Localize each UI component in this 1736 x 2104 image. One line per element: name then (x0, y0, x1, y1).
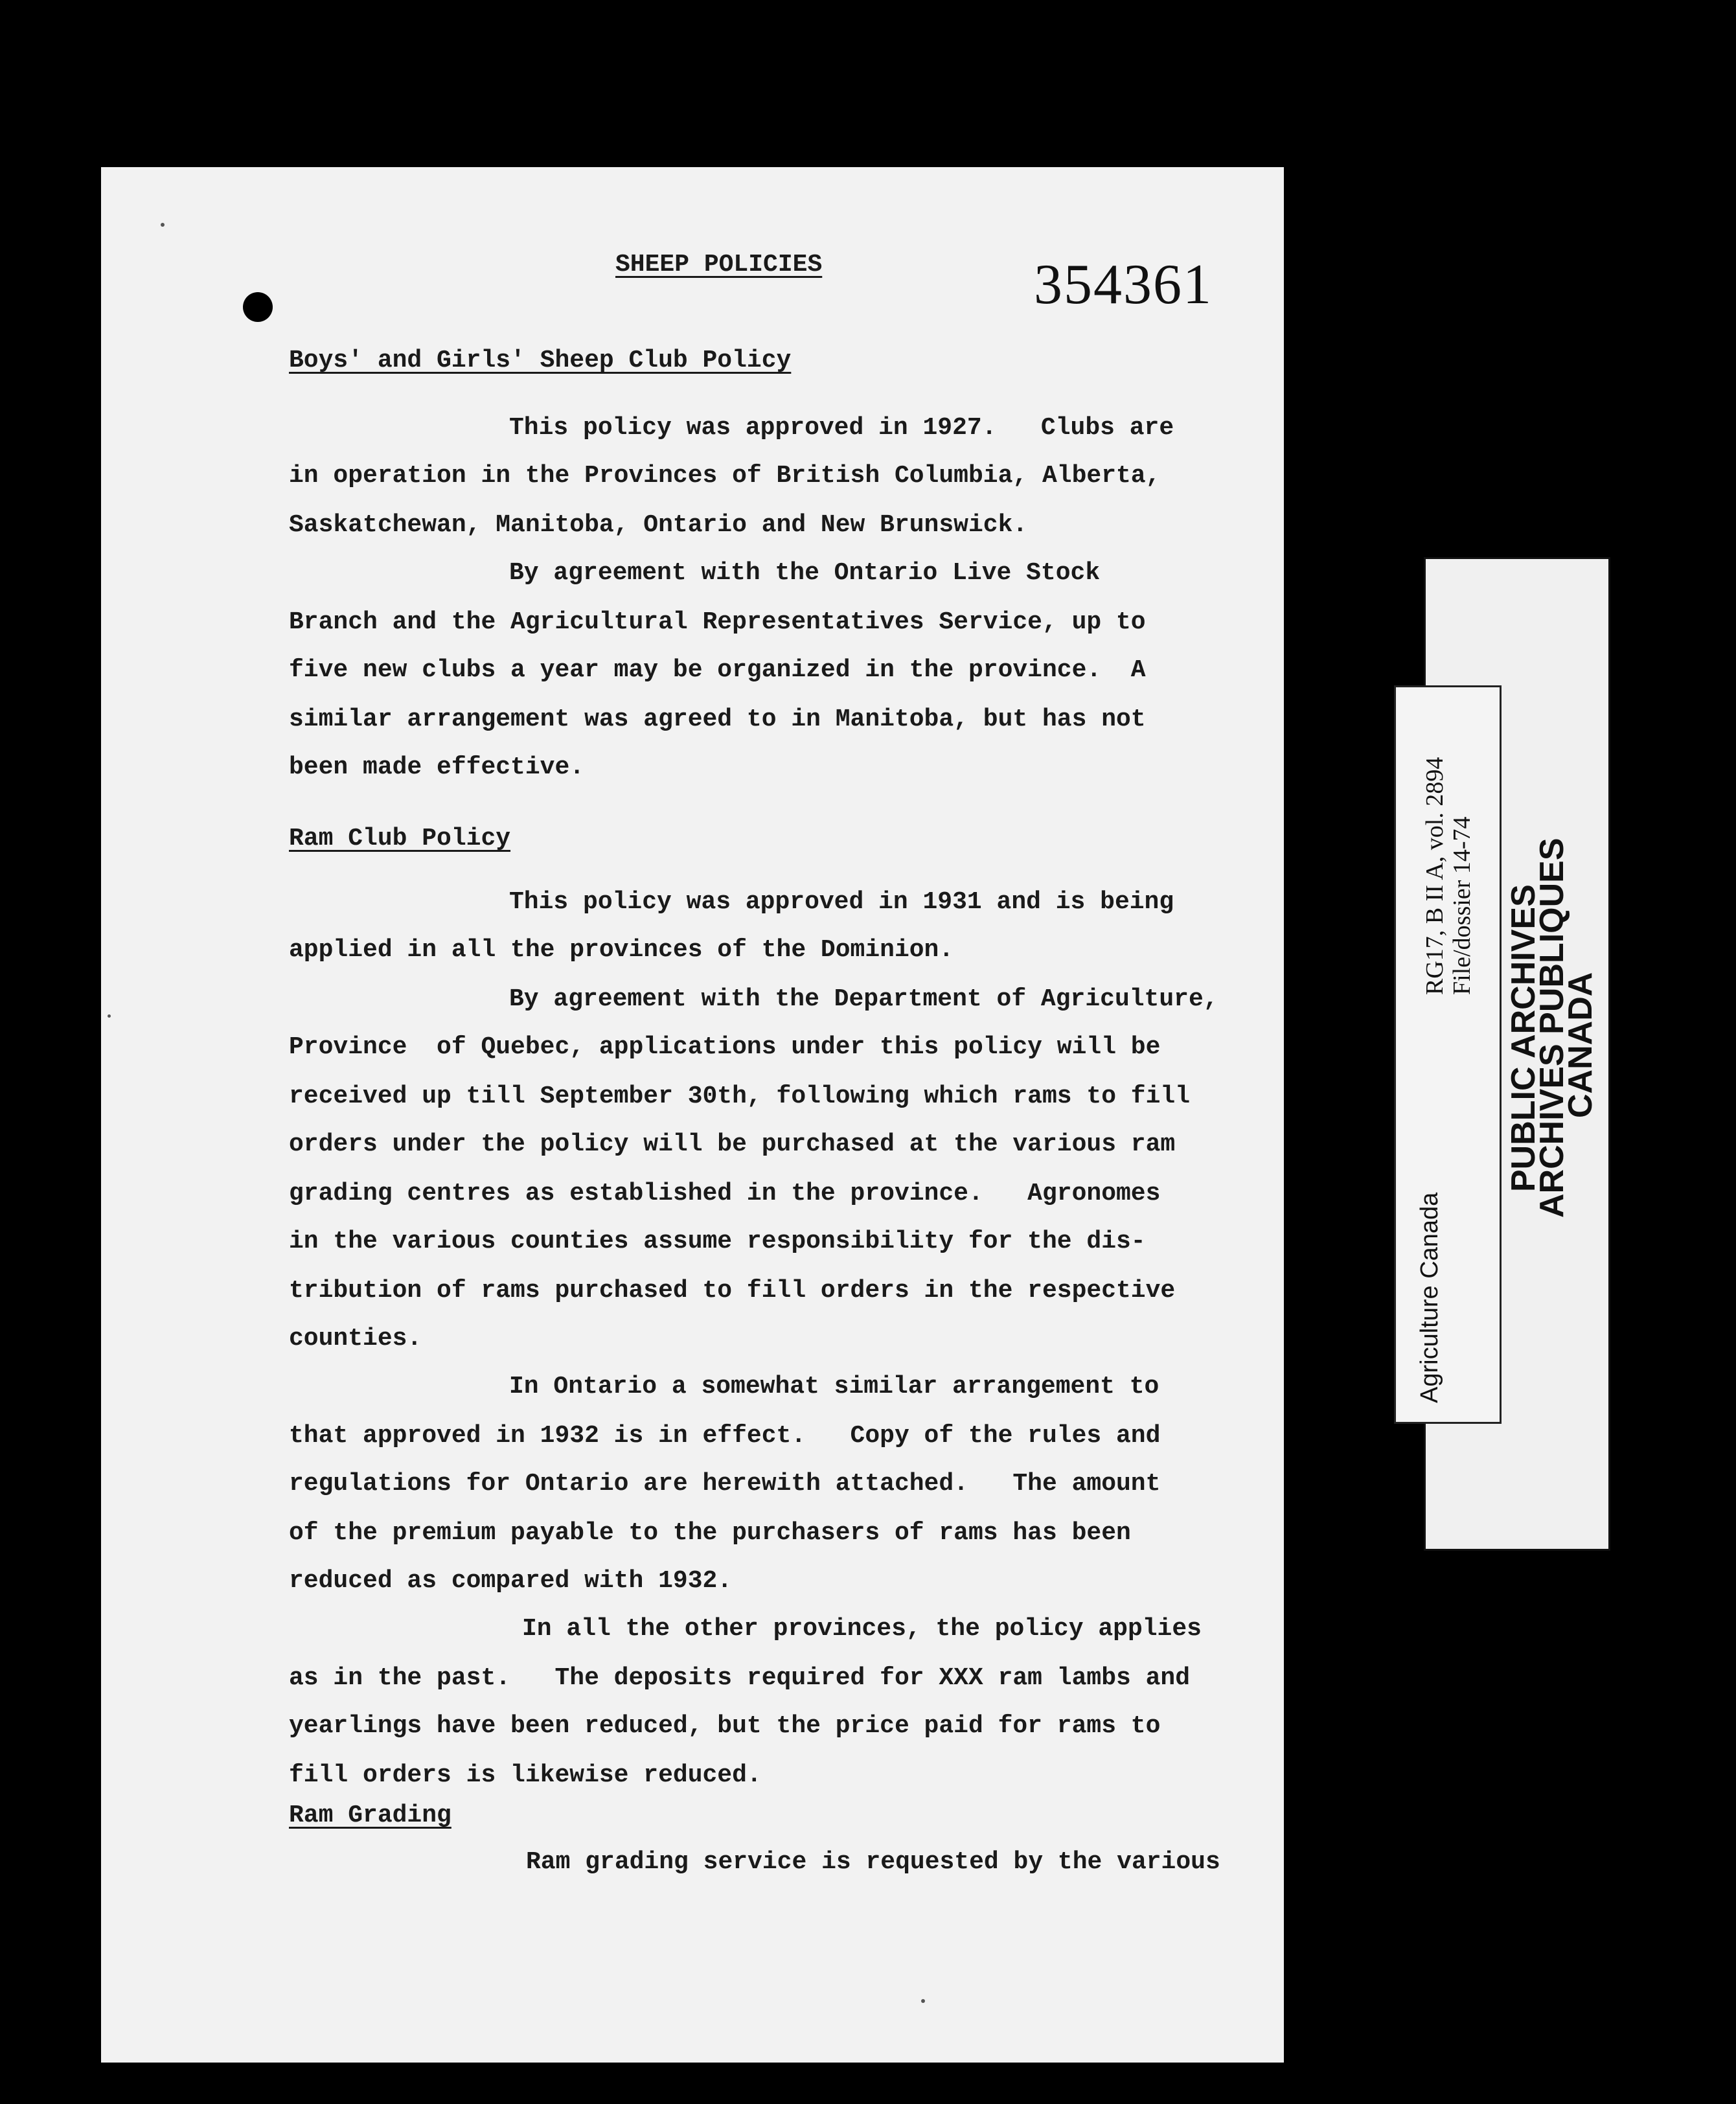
speck-mark (921, 1999, 925, 2003)
text-line: tribution of rams purchased to fill orders in the respective (289, 1277, 1176, 1305)
document-title: SHEEP POLICIES (615, 251, 823, 279)
text-line: counties. (289, 1325, 422, 1353)
department-label: Agriculture Canada (1416, 1192, 1443, 1403)
text-line: orders under the policy will be purchased at the various ram (289, 1130, 1176, 1158)
text-line: grading centres as established in the province. Agronomes (289, 1180, 1161, 1207)
section-heading: Ram Club Policy (289, 825, 511, 852)
section-heading: Ram Grading (289, 1801, 451, 1829)
text-line: In Ontario a somewhat similar arrangement to (509, 1373, 1159, 1401)
text-line: similar arrangement was agreed to in Manitoba, but has not (289, 705, 1146, 733)
speck-mark (161, 223, 165, 227)
text-line: This policy was approved in 1927. Clubs are (509, 414, 1174, 442)
text-line: Province of Quebec, applications under this policy will be (289, 1033, 1161, 1061)
text-line: In all the other provinces, the policy applies (522, 1615, 1202, 1643)
text-line: five new clubs a year may be organized in the province. A (289, 656, 1146, 684)
reference-label: RG17, B II A, vol. 2894 (1421, 757, 1448, 995)
file-label: File/dossier 14-74 (1448, 816, 1476, 995)
text-line: fill orders is likewise reduced. (289, 1761, 762, 1789)
text-line: Saskatchewan, Manitoba, Ontario and New Brunswick. (289, 511, 1028, 539)
section-heading: Boys' and Girls' Sheep Club Policy (289, 347, 792, 374)
speck-mark (108, 1014, 111, 1018)
institution-en-label: PUBLIC ARCHIVES (1505, 884, 1542, 1192)
text-line: This policy was approved in 1931 and is being (509, 888, 1174, 916)
country-label: CANADA (1562, 972, 1599, 1118)
text-line: in operation in the Provinces of British Columbia, Alberta, (289, 462, 1161, 490)
text-line: of the premium payable to the purchasers of rams has been (289, 1519, 1131, 1547)
text-line: applied in all the provinces of the Dominion. (289, 936, 954, 964)
text-line: that approved in 1932 is in effect. Copy of the rules and (289, 1422, 1161, 1450)
text-line: Ram grading service is requested by the various (526, 1848, 1220, 1876)
text-line: been made effective. (289, 753, 585, 781)
text-line: By agreement with the Ontario Live Stock (509, 559, 1101, 587)
text-line: reduced as compared with 1932. (289, 1567, 733, 1595)
text-line: in the various counties assume responsibility for the dis- (289, 1228, 1146, 1255)
text-line: yearlings have been reduced, but the price paid for rams to (289, 1712, 1161, 1740)
text-line: as in the past. The deposits required for XXX ram lambs and (289, 1664, 1191, 1692)
text-line: regulations for Ontario are herewith attached. The amount (289, 1470, 1161, 1498)
text-line: By agreement with the Department of Agriculture, (509, 985, 1218, 1013)
text-line: received up till September 30th, following which rams to fill (289, 1082, 1191, 1110)
institution-fr-label: ARCHIVES PUBLIQUES (1533, 838, 1571, 1218)
punch-hole (243, 292, 273, 322)
document-number: 354361 (1034, 253, 1213, 316)
text-line: Branch and the Agricultural Representatives Service, up to (289, 608, 1146, 636)
